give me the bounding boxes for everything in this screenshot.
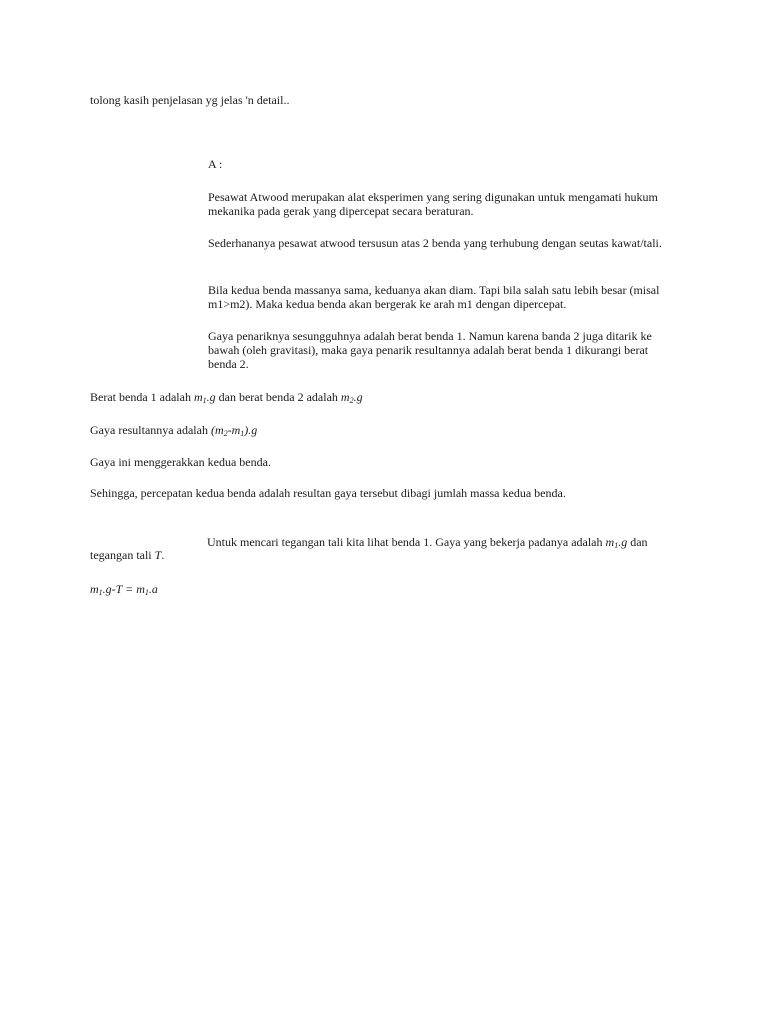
resultant-force-statement: Gaya resultannya adalah $(m_2-m_1).g$ <box>90 423 258 438</box>
force-moves-statement: Gaya ini menggerakkan kedua benda. <box>90 455 271 469</box>
paragraph-atwood-definition: Pesawat Atwood merupakan alat eksperimen yang sering digunakan untuk mengamati hukum mekanika pada gerak yang dipercepat secara beraturan. <box>208 190 658 218</box>
weight-statement: Berat benda 1 adalah $m_1.g$ dan berat benda 2 adalah $m_2.g$ <box>90 390 363 405</box>
m1-symbol: $m_1.g$ <box>193 390 216 405</box>
paragraph-atwood-structure: Sederhananya pesawat atwood tersusun atas 2 benda yang terhubung dengan seutas kawat/tali. <box>208 236 662 250</box>
resultant-expression: $(m_2-m_1).g$ <box>210 423 258 438</box>
acceleration-statement: Sehingga, percepatan kedua benda adalah resultan gaya tersebut dibagi jumlah massa kedua benda. <box>90 486 566 500</box>
paragraph-pulling-force: Gaya penariknya sesungguhnya adalah berat benda 1. Namun karena banda 2 juga ditarik ke bawah (oleh gravitasi), maka gaya penarik resultannya adalah berat benda 1 dikurangi berat benda 2. <box>208 329 652 371</box>
m2-symbol: $m_2.g$ <box>340 390 363 405</box>
tension-equation: $m_1.g-T = m_1.a$ <box>90 582 158 597</box>
tension-symbol: T <box>154 548 162 562</box>
m1-g-expression: $m_1.g$ <box>605 535 628 550</box>
question-text: tolong kasih penjelasan yg jelas 'n detail.. <box>90 93 290 107</box>
answer-label: A : <box>208 157 223 171</box>
tension-statement: Untuk mencari tegangan tali kita lihat benda 1. Gaya yang bekerja padanya adalah $m_1.g$ dan <box>207 535 648 550</box>
paragraph-mass-comparison: Bila kedua benda massanya sama, keduanya akan diam. Tapi bila salah satu lebih besar (misal m1>m2). Maka kedua benda akan bergerak ke arah m1 dengan dipercepat. <box>208 283 660 311</box>
tension-statement-continued: tegangan tali T. <box>90 548 165 562</box>
